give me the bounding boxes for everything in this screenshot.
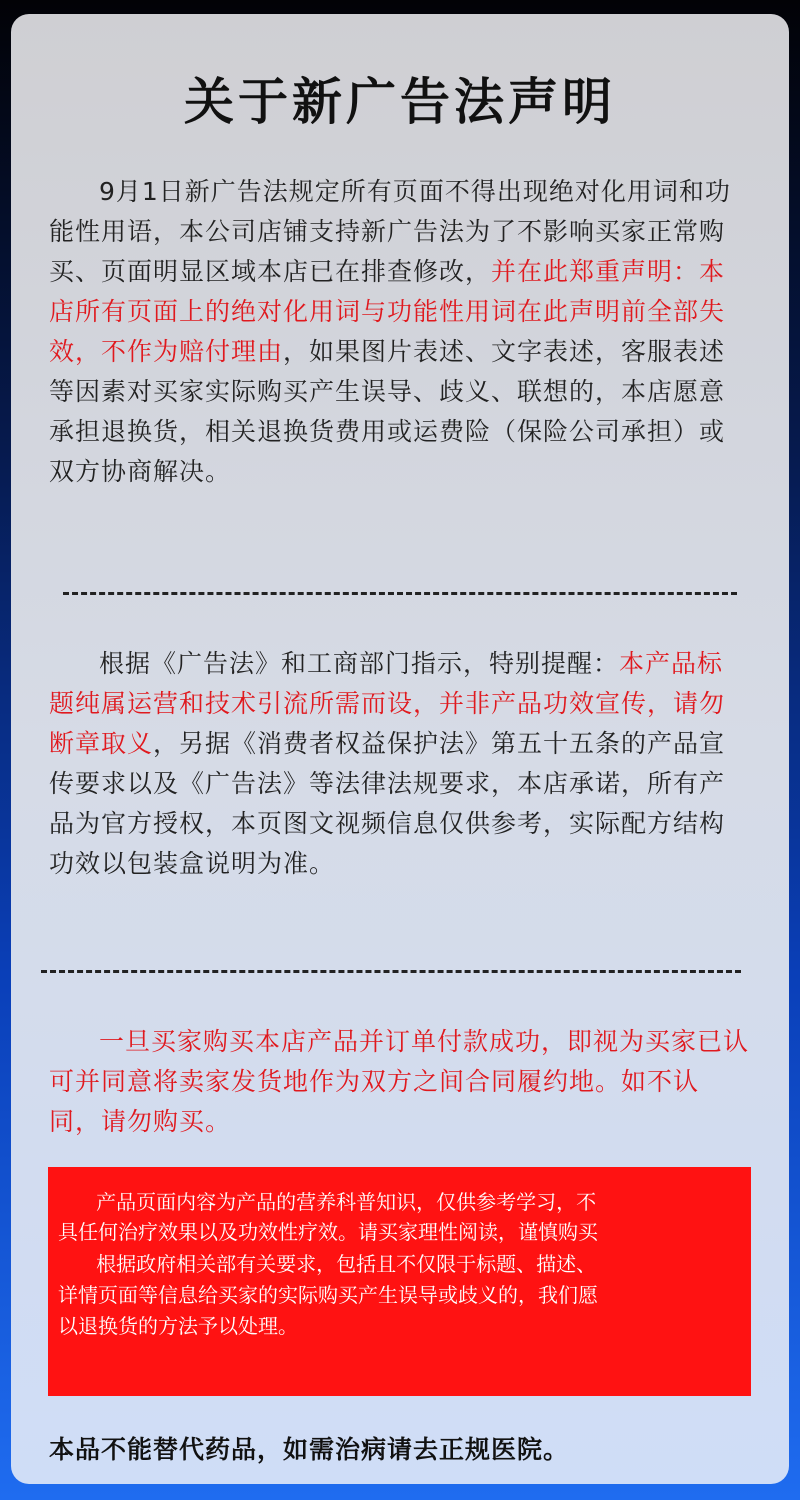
paragraph-2-text-a: 根据《广告法》和工商部门指示，特别提醒： (99, 649, 620, 678)
notice-box-line: 详情页面等信息给买家的实际购买产生误导或歧义的，我们愿 (58, 1283, 598, 1307)
notice-box-line: 根据政府相关部有关要求，包括且不仅限于标题、描述、 (58, 1252, 597, 1276)
footer-disclaimer: 本品不能替代药品，如需治病请去正规医院。 (49, 1435, 570, 1464)
notice-box-line: 产品页面内容为产品的营养科普知识，仅供参考学习，不 (58, 1190, 597, 1214)
paragraph-1-text-b: ，如果图片表述、文字表述，客服表述等因素对买家实际购买产生误导、歧义、联想的，本店愿意承担退换货，相关退换货费用或运费险（保险公司承担）或双方协商解决。 (49, 337, 726, 486)
notice-box-line: 以退换货的方法予以处理。 (58, 1314, 298, 1338)
statement-card (11, 14, 789, 1484)
dashed-divider-1 (63, 592, 737, 595)
paragraph-2-red-notice: 本产品标题纯属运营和技术引流所需而设，并非产品功效宣传，请勿断章取义 (49, 649, 726, 758)
page-title: 关于新广告法声明 (184, 73, 616, 131)
statement-paragraph-3 (49, 1022, 749, 1142)
notice-box-line: 具任何治疗效果以及功效性疗效。请买家理性阅读，谨慎购买 (58, 1220, 598, 1244)
paragraph-1-red-notice: 并在此郑重声明：本店所有页面上的绝对化用词与功能性用词在此声明前全部失效，不作为赔付理由 (49, 257, 726, 366)
paragraph-1-text-a: 9月1日新广告法规定所有页面不得出现绝对化用词和功能性用语，本公司店铺支持新广告法为了不影响买家正常购买、页面明显区域本店已在排查修改， (49, 177, 731, 286)
red-notice-box (48, 1167, 751, 1396)
statement-paragraph-1 (49, 172, 749, 492)
paragraph-3-red-notice: 一旦买家购买本店产品并订单付款成功，即视为买家已认可并同意将卖家发货地作为双方之间合同履约地。如不认同，请勿购买。 (49, 1027, 750, 1136)
dashed-divider-2 (41, 970, 741, 973)
statement-paragraph-2 (49, 644, 749, 884)
paragraph-2-text-b: ，另据《消费者权益保护法》第五十五条的产品宣传要求以及《广告法》等法律法规要求，本店承诺，所有产品为官方授权，本页图文视频信息仅供参考，实际配方结构功效以包装盒说明为准。 (49, 729, 726, 878)
